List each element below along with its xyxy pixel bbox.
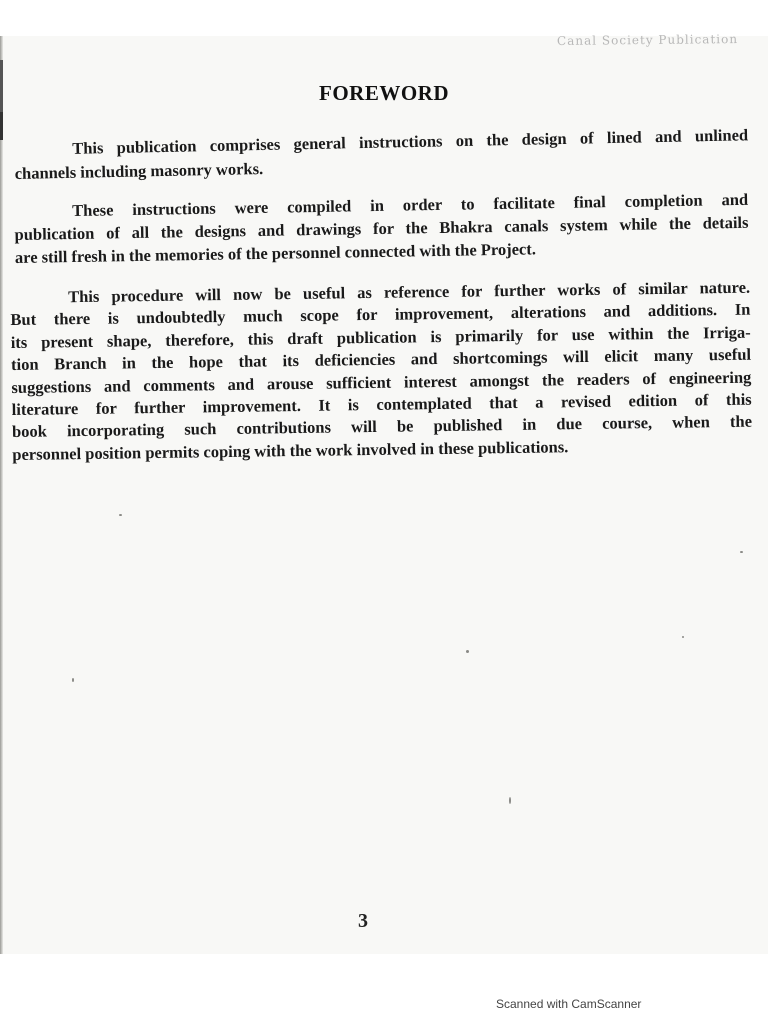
paragraph-line: are still fresh in the memories of the personnel connected with the Project. [14, 239, 537, 267]
paragraph-line: These instructions were compiled in order to facilitate final completion and [72, 189, 749, 221]
paragraph-line: But there is undoubtedly much scope for improvement, alterations and additions. In [10, 300, 751, 330]
paragraph-line: This procedure will now be useful as reference for further works of similar nature. [68, 277, 751, 307]
paragraph-line: suggestions and comments and arouse sufficient interest amongst the readers of engineering [11, 367, 752, 397]
paper-speck [119, 514, 122, 516]
paragraph-line: This publication comprises general instructions on the design of lined and unlined [72, 125, 749, 158]
paper-speck [72, 678, 74, 682]
paragraph-3 [10, 277, 752, 467]
paragraph-line: tion Branch in the hope that its deficiencies and shortcomings will elicit many useful [10, 344, 752, 375]
paper-speck [682, 636, 684, 638]
paragraph-line: its present shape, therefore, this draft publication is primarily for use within the Irriga- [10, 322, 751, 352]
paragraph-2 [14, 188, 749, 269]
paragraph-line: book incorporating such contributions will be published in due course, when the [11, 412, 753, 442]
paragraph-line: literature for further improvement. It is contemplated that a revised edition of this [11, 389, 752, 420]
page-title: FOREWORD [319, 81, 449, 105]
paper-left-edge [0, 36, 3, 954]
paragraph-line: channels including masonry works. [14, 159, 264, 183]
paragraph-line: publication of all the designs and drawings for the Bhakra canals system while the details [14, 212, 749, 244]
faint-header-text: Canal Society Publication [556, 32, 739, 48]
binding-mark [0, 112, 3, 140]
paper-speck [740, 551, 743, 553]
scanner-watermark: Scanned with CamScanner [496, 997, 642, 1011]
page-number: 3 [358, 910, 368, 932]
paragraph-line: personnel position permits coping with the work involved in these publications. [12, 437, 569, 464]
paper-speck [466, 650, 469, 653]
paper-speck [509, 797, 511, 804]
